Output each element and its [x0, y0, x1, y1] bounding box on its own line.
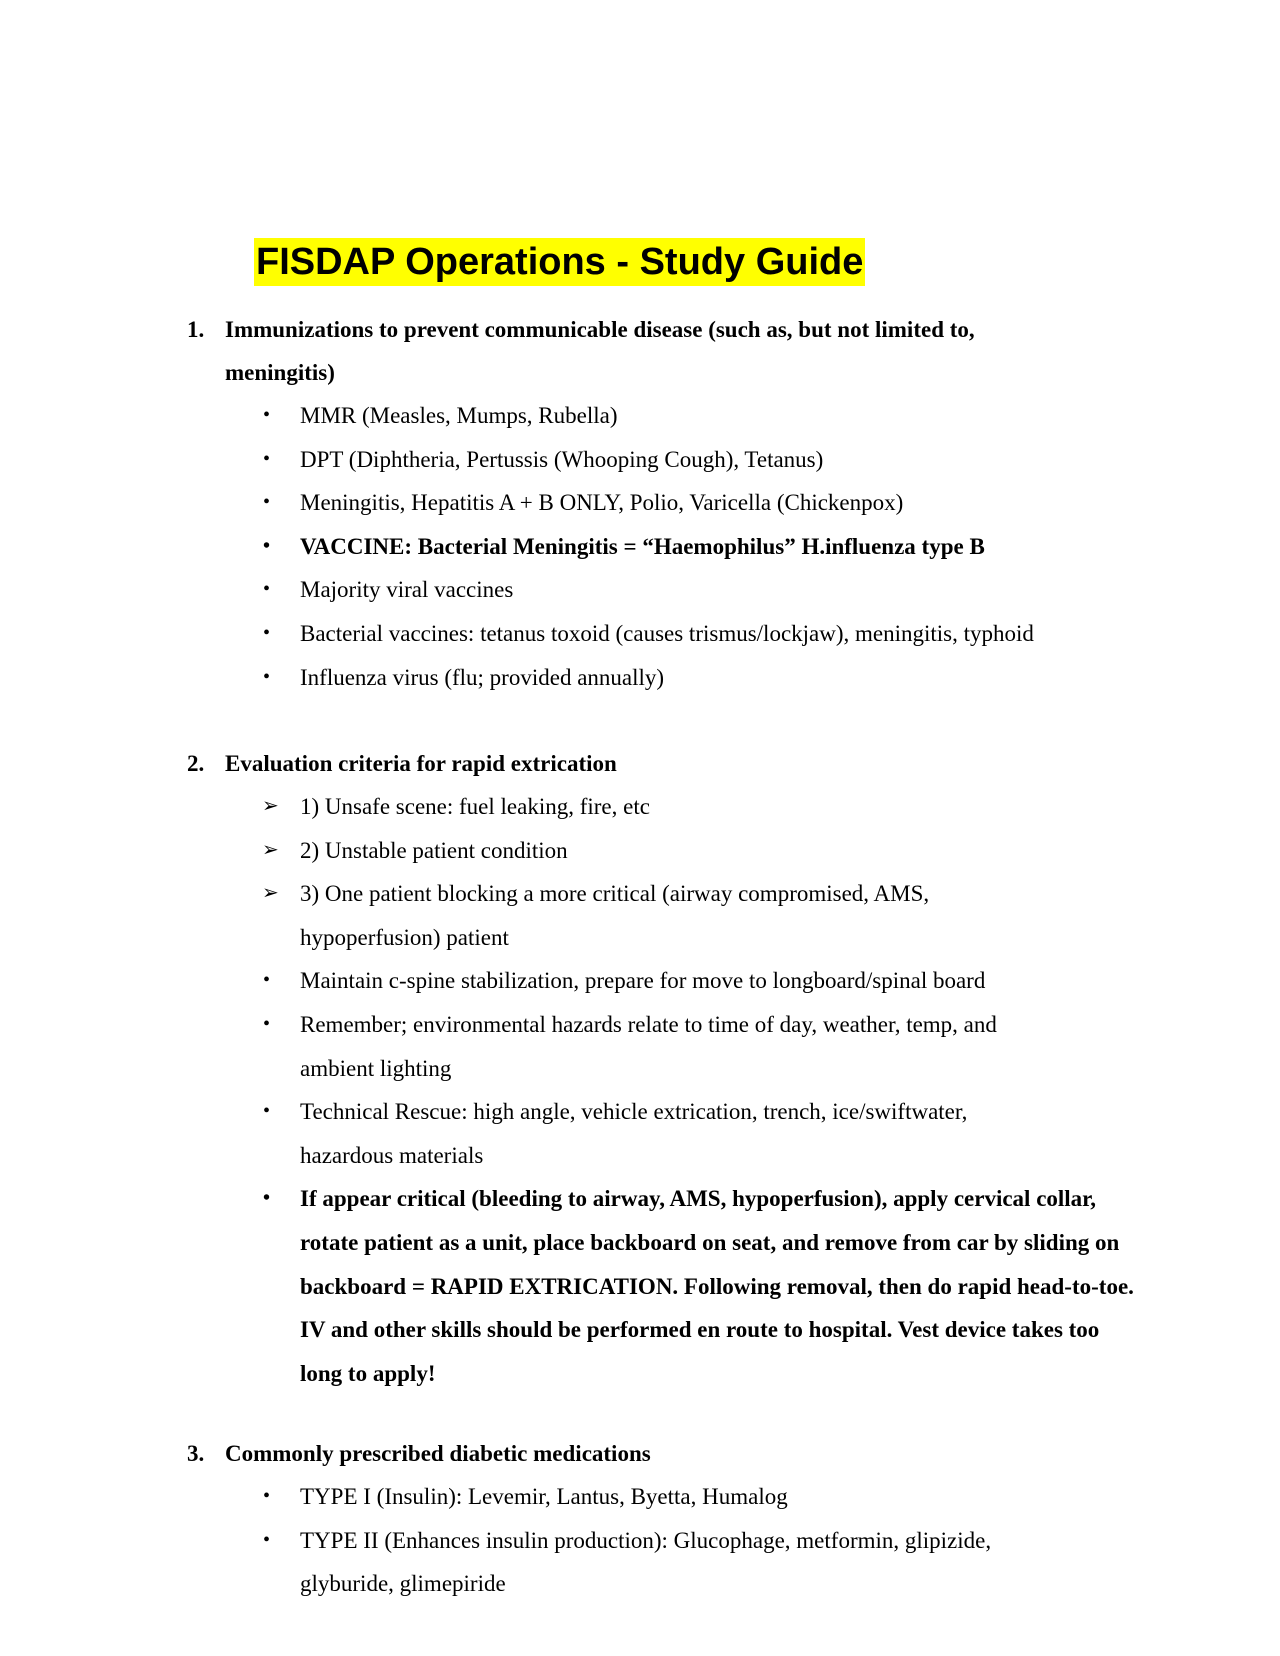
section-heading — [0, 1432, 1045, 1475]
section-diabetic-medications — [0, 1432, 1280, 1606]
list-item — [0, 1177, 1140, 1395]
list-item-text: Majority viral vaccines — [300, 577, 514, 603]
page-title: FISDAP Operations - Study Guide — [254, 238, 865, 286]
list-item — [0, 872, 930, 959]
section-number: 1. — [187, 317, 205, 342]
bullet-list — [0, 785, 1280, 1395]
list-item — [0, 568, 1130, 612]
list-item — [0, 1475, 1130, 1519]
arrow-bullet-icon: ➢ — [262, 882, 279, 905]
list-item — [0, 525, 1130, 569]
section-heading — [0, 742, 1045, 785]
bullet-icon: • — [263, 665, 271, 688]
bullet-icon: • — [263, 1485, 271, 1507]
section-heading-text: Immunizations to prevent communicable disease (such as, but not limited to, meningitis) — [225, 317, 975, 385]
list-item-text: Influenza virus (flu; provided annually) — [300, 664, 665, 690]
list-item-text: Remember; environmental hazards relate to time of day, weather, temp, and ambient lighting — [300, 1011, 997, 1081]
arrow-bullet-icon: ➢ — [262, 795, 279, 817]
bullet-icon: • — [263, 1012, 271, 1035]
bullet-icon: • — [263, 1187, 271, 1210]
section-heading-text: Evaluation criteria for rapid extrication — [225, 751, 617, 776]
list-item — [0, 612, 1130, 656]
bullet-icon: • — [263, 621, 271, 644]
list-item — [0, 481, 1130, 525]
list-item — [0, 785, 1130, 829]
list-item-text: Technical Rescue: high angle, vehicle extrication, trench, ice/swiftwater, hazardous materials — [300, 1099, 968, 1168]
bullet-icon: • — [263, 1100, 271, 1123]
list-item-text: 2) Unstable patient condition — [300, 837, 568, 863]
section-immunizations — [0, 308, 1280, 699]
list-item-text: If appear critical (bleeding to airway, AMS, hypoperfusion), apply cervical collar, rotate patient as a unit, place backboard on seat, and remove from car by sliding on backboard = RAPID EXTRICATION. Following removal, then do rapid head-to-toe. IV and other skills should be performed en route to hospital. Vest device takes too long to apply! — [300, 1186, 1134, 1386]
bullet-icon: • — [263, 447, 271, 470]
bullet-icon: • — [263, 578, 271, 601]
arrow-bullet-icon: ➢ — [262, 838, 279, 861]
list-item-text: DPT (Diphtheria, Pertussis (Whooping Cough), Tetanus) — [300, 446, 824, 472]
bullet-list — [0, 394, 1280, 699]
list-item-text: Meningitis, Hepatitis A + B ONLY, Polio, Varicella (Chickenpox) — [300, 490, 904, 516]
bullet-icon: • — [263, 404, 271, 426]
bullet-icon: • — [263, 969, 271, 992]
list-item-text: 3) One patient blocking a more critical (airway compromised, AMS, hypoperfusion) patient — [300, 881, 930, 950]
list-item-text: MMR (Measles, Mumps, Rubella) — [300, 403, 618, 428]
list-item — [0, 959, 1130, 1003]
list-item — [0, 394, 1130, 438]
list-item — [0, 656, 1130, 700]
section-heading-text: Commonly prescribed diabetic medications — [225, 1441, 651, 1466]
list-item-text: Bacterial vaccines: tetanus toxoid (causes trismus/lockjaw), meningitis, typhoid — [300, 620, 1034, 646]
list-item — [0, 1003, 1030, 1090]
list-item-text: 1) Unsafe scene: fuel leaking, fire, etc — [300, 794, 650, 819]
list-item — [0, 1090, 1030, 1177]
list-item — [0, 829, 1130, 873]
list-item — [0, 1519, 1060, 1606]
bullet-list — [0, 1475, 1280, 1606]
section-number: 3. — [187, 1441, 205, 1466]
bullet-icon: • — [263, 534, 271, 557]
section-number: 2. — [187, 751, 205, 776]
list-item-text: Maintain c-spine stabilization, prepare for move to longboard/spinal board — [300, 968, 986, 994]
bullet-icon: • — [263, 491, 271, 514]
section-rapid-extrication — [0, 742, 1280, 1395]
section-heading — [0, 308, 1045, 394]
list-item-text: TYPE II (Enhances insulin production): Glucophage, metformin, glipizide, glyburide, glimepiride — [300, 1527, 992, 1597]
bullet-icon: • — [263, 1528, 271, 1551]
list-item-text: VACCINE: Bacterial Meningitis = “Haemophilus” H.influenza type B — [300, 533, 985, 559]
list-item-text: TYPE I (Insulin): Levemir, Lantus, Byetta, Humalog — [300, 1484, 788, 1509]
list-item — [0, 438, 1130, 482]
